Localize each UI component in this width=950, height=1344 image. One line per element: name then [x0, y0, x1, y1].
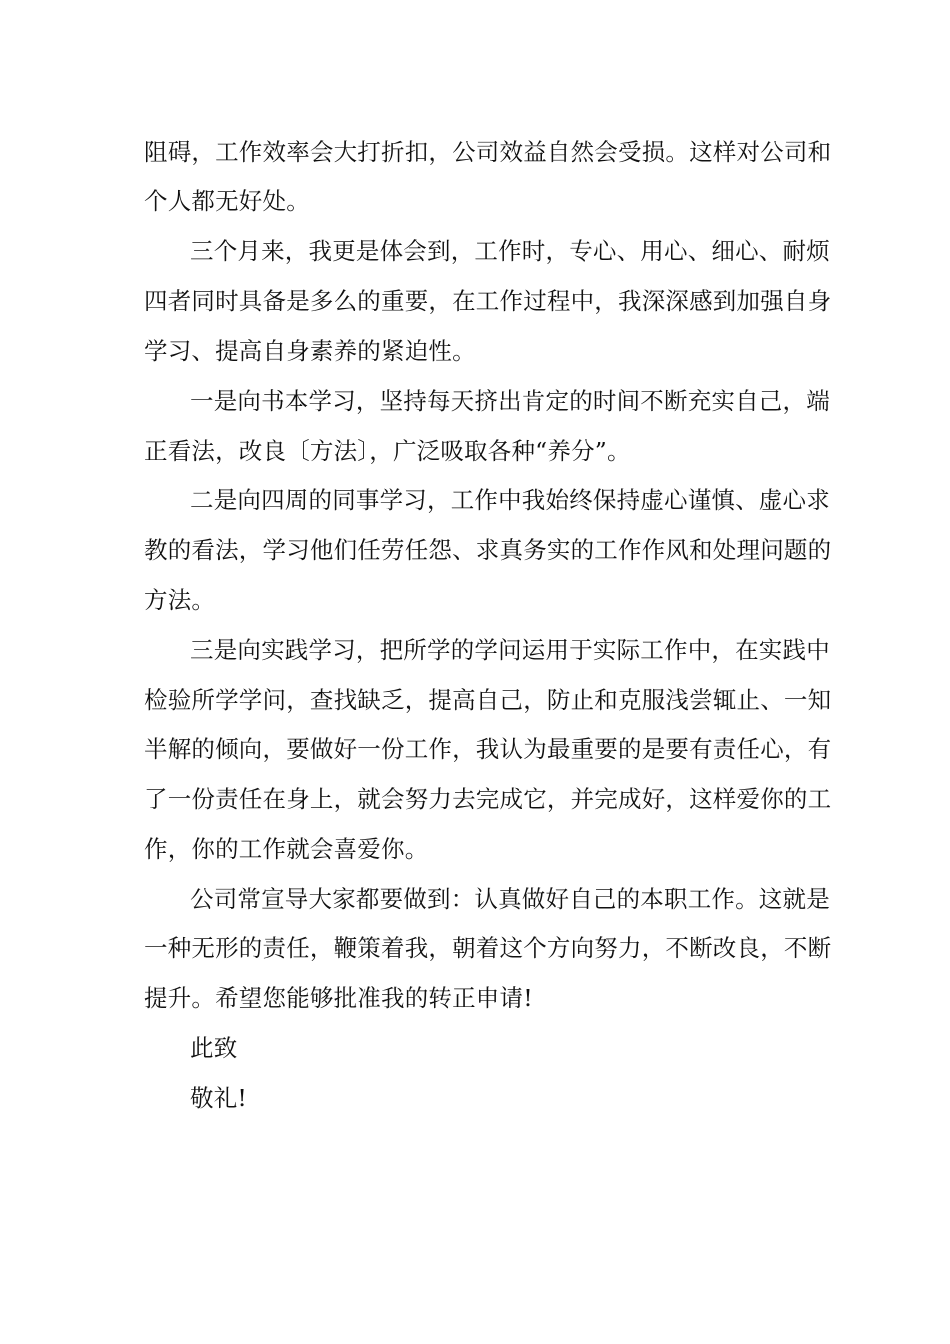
text-line: 半解的倾向，要做好一份工作，我认为最重要的是要有责任心，有: [144, 735, 832, 763]
text-line: 教的看法，学习他们任劳任怨、求真务实的工作作风和处理问题的: [144, 536, 832, 564]
text-line: 方法。: [144, 586, 216, 614]
paragraph-start-line: 三是向实践学习，把所学的学问运用于实际工作中，在实践中: [190, 636, 830, 664]
text-line: 提升。希望您能够批准我的转正申请!: [144, 984, 533, 1012]
salutation-text: 敬礼!: [190, 1084, 248, 1112]
text-line: 学习、提高自身素养的紧迫性。: [144, 337, 476, 365]
text-line: 正看法，改良〔方法〕，广泛吸取各种“养分”。: [144, 437, 631, 465]
paragraph-start-line: 三个月来，我更是体会到，工作时，专心、用心、细心、耐烦: [190, 237, 830, 265]
text-line: 作，你的工作就会喜爱你。: [144, 835, 429, 863]
paragraph-start-line: 二是向四周的同事学习，工作中我始终保持虚心谨慎、虚心求: [190, 486, 830, 514]
text-line: 个人都无好处。: [144, 187, 310, 215]
text-line: 一种无形的责任，鞭策着我，朝着这个方向努力，不断改良，不断: [144, 934, 832, 962]
text-line: 检验所学学问，查找缺乏，提高自己，防止和克服浅尝辄止、一知: [144, 686, 832, 714]
paragraph-start-line: 一是向书本学习，坚持每天挤出肯定的时间不断充实自己，端: [190, 387, 830, 415]
text-line: 阻碍，工作效率会大打折扣，公司效益自然会受损。这样对公司和: [144, 138, 832, 166]
paragraph-start-line: 公司常宣导大家都要做到：认真做好自己的本职工作。这就是: [190, 885, 830, 913]
text-line: 了一份责任在身上，就会努力去完成它，并完成好，这样爱你的工: [144, 785, 832, 813]
text-line: 四者同时具备是多么的重要，在工作过程中，我深深感到加强自身: [144, 287, 832, 315]
closing-text: 此致: [190, 1034, 238, 1062]
